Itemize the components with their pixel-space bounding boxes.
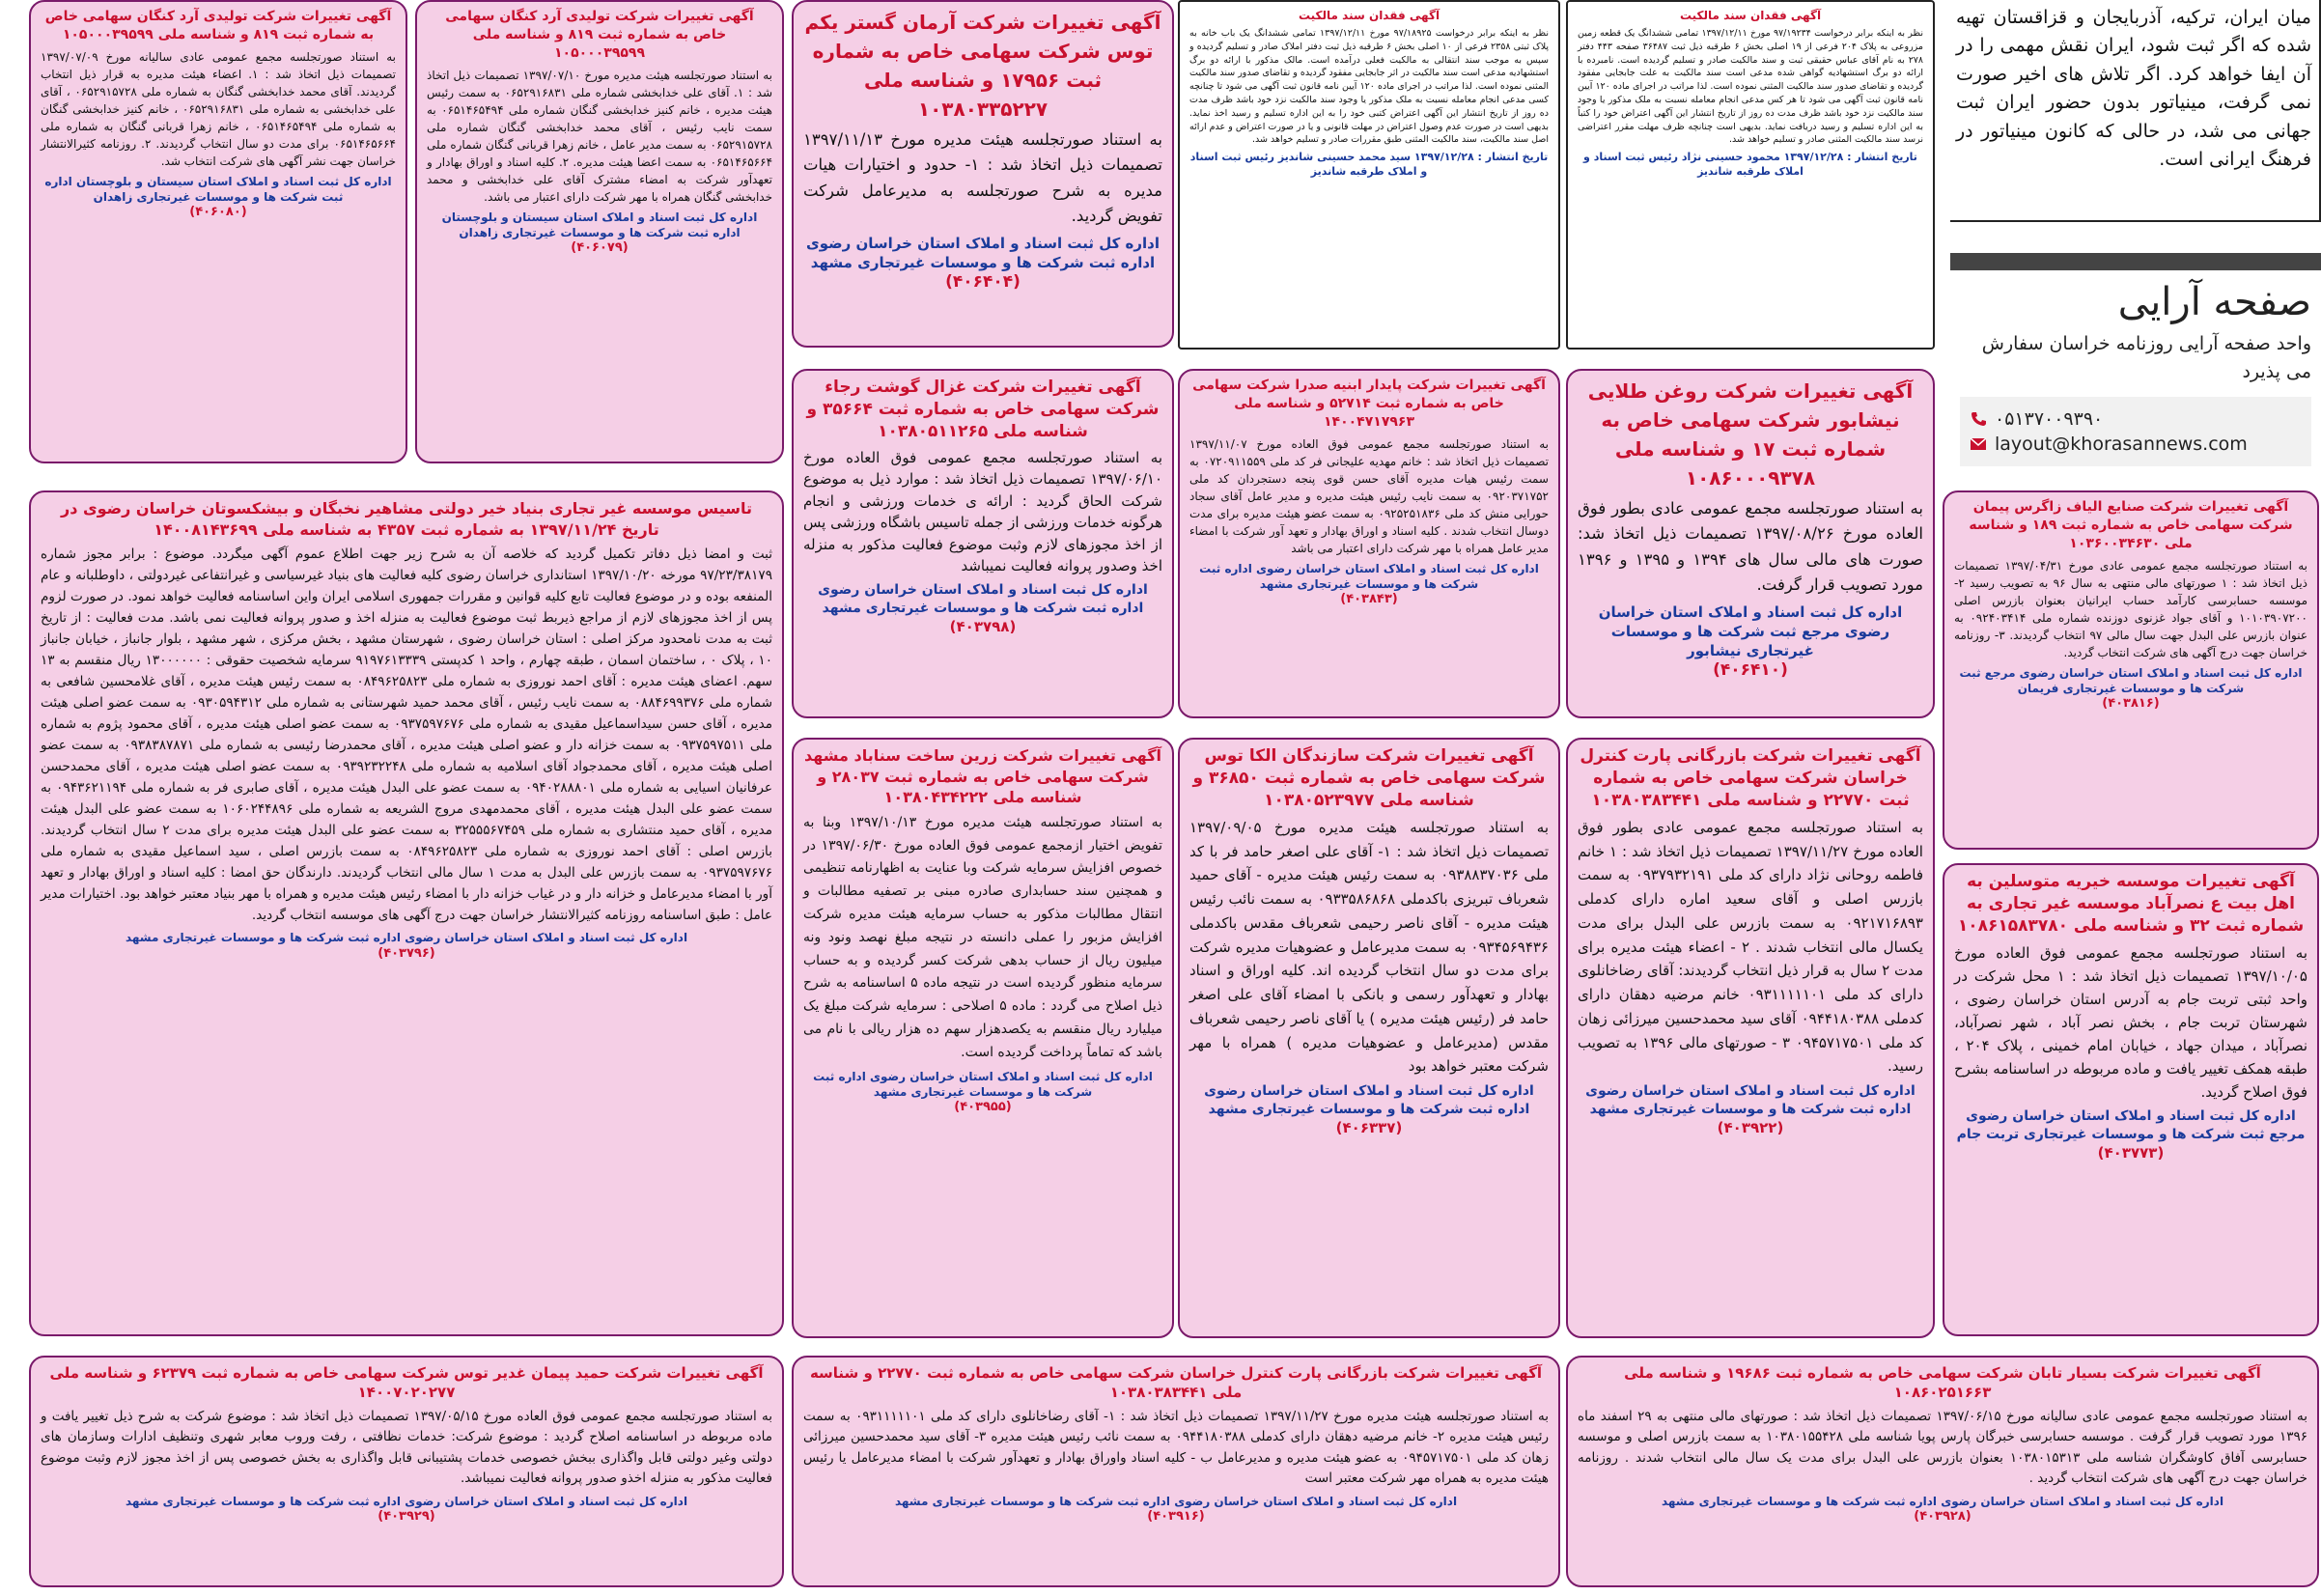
article-snippet: میان ایران، ترکیه، آذربایجان و قزاقستان تهیه شده که اگر ثبت شود، ایران نقش مهمی را در آن ایفا خواهد کرد. اگر تلاش های اخیر صورت نمی گرفت، مینیاتور بدون حضور ایران ثبت جهانی می شد، در حالی که کانون مینیاتور در فرهنگ ایرانی است. bbox=[1950, 0, 2321, 222]
ad-zarrin-sakht bbox=[792, 738, 1174, 1338]
ad-title: آگهی تغییرات شرکت غزال گوشت رجاء شرکت سهامی خاص به شماره ثبت ۳۵۶۶۴ و شناسه ملی ۱۰۳۸۰۵۱۱۲۶۵ bbox=[806, 378, 1160, 441]
email-row bbox=[1970, 434, 2302, 455]
ad-roghan-talaei bbox=[1566, 369, 1935, 718]
ad-besyar-taban bbox=[1566, 1356, 2319, 1587]
ad-title: آگهی تغییرات شرکت بسیار تابان شرکت سهامی خاص به شماره ثبت ۱۹۶۸۶ و شناسه ملی ۱۰۸۶۰۲۵۱۶۶۳ bbox=[1624, 1364, 2261, 1402]
ad-title: آگهی فقدان سند مالکیت bbox=[1298, 9, 1440, 22]
ad-footer: اداره کل ثبت اسناد و املاک استان خراسان رضوی اداره ثبت شرکت ها و موسسات غیرتجاری مشهد bbox=[818, 581, 1148, 616]
ad-title: آگهی تغییرات شرکت تولیدی آرد کنگان سهامی خاص به شماره ثبت ۸۱۹ و شناسه ملی ۱۰۵۰۰۰۳۹۵۹۹ bbox=[445, 9, 754, 61]
ad-body: به استناد صورتجلسه مجمع عمومی عادی سالیانه مورخ ۱۳۹۷/۰۷/۰۹ تصمیمات ذیل اتخاذ شد : ۱. اعضاء هیئت مدیره به قرار ذیل انتخاب گردیدند. آقای محمد خدابخشی گنگان به شماره ملی ۰۶۵۲۹۱۵۷۲۸ ، آقای علی خدابخشی به شماره ملی ۰۶۵۲۹۱۶۸۳۱ ، خانم کنیز خدابخشی گنگان به شماره ملی ۰۶۵۱۴۶۵۴۹۴ ، خانم زهرا قربانی گنگان به شماره ملی ۰۶۵۱۴۶۵۶۶۴ برای مدت دو سال انتخاب گردیدند. ۲. روزنامه کثیرالانتشار خراسان جهت نشر آگهی های شرکت انتخاب شد. bbox=[41, 49, 396, 168]
ad-footer: اداره کل ثبت اسناد و املاک استان سیستان و بلوچستان اداره ثبت شرکت ها و موسسات غیرتجاری زاهدان bbox=[441, 210, 758, 239]
ad-title: تاسیس موسسه غیر تجاری بنیاد خیر دولتی مشاهیر نخبگان و بیشکسوتان خراسان رضوی در تاریخ ۱۳۹۷/۱۱/۲۴ به شماره ثبت ۴۳۵۷ به شناسه ملی ۱۴۰۰۸۱۴۳۶۹۹ bbox=[60, 499, 752, 539]
ad-footer: تاریخ انتشار : ۱۳۹۷/۱۲/۲۸ سید محمد حسینی شاندیز رئیس ثبت اسناد و املاک طرقبه شاندیز bbox=[1189, 151, 1549, 178]
ad-title: آگهی تغییرات شرکت صنایع الیاف زاگرس پیمان شرکت سهامی خاص به شماره ثبت ۱۸۹ و شناسه ملی ۱۰۳۶۰۰۳۴۶۳۰ bbox=[1969, 499, 2293, 551]
ad-footer: اداره کل ثبت اسناد و املاک استان خراسان رضوی اداره ثبت شرکت ها و موسسات غیرتجاری مشهد bbox=[125, 931, 688, 945]
ad-title: آگهی تغییرات شرکت حمید پیمان غدیر توس شرکت سهامی خاص به شماره ثبت ۶۲۳۷۹ و شناسه ملی ۱۴۰۰۷۰۲۰۲۷۷ bbox=[49, 1364, 764, 1402]
phone-icon bbox=[1970, 411, 1987, 427]
email-address: layout@khorasannews.com bbox=[1995, 434, 2248, 455]
ad-code: (۴۰۶۳۳۷) bbox=[1335, 1118, 1403, 1136]
ad-alka-toos bbox=[1178, 738, 1560, 1338]
ad-lost-deed-2 bbox=[1566, 0, 1935, 350]
ad-footer: اداره کل ثبت اسناد و املاک استان خراسان رضوی مرجع ثبت شرکت ها و موسسات غیرتجاری فریمان bbox=[1959, 665, 2303, 695]
ad-body: به استناد صورتجلسه هیئت مدیره مورخ ۱۳۹۷/۱۱/۱۳ تصمیمات ذیل اتخاذ شد : ۱- حدود و اختیارات هیات مدیره به شرح صورتجلسه به مدیرعامل شرکت تفویض گردید. bbox=[803, 130, 1162, 226]
ad-body: به استناد صورتجلسه مجمع عمومی فوق العاده مورخ ۱۳۹۷/۰۵/۱۵ تصمیمات ذیل اتخاذ شد : موضوع شرکت به شرح ذیل تغییر یافت و ماده مربوطه در اساسنامه اصلاح گردید : موضوع شرکت: خدمات نظافتی ، رفت وروب معابر شهری وتنظیف ادارات وسازمان های دولتی وغیر دولتی قابل واگذاری ببخش خصوصی خدمات پشتیبانی قابل واگذاری به بخش خصوصی پس از اخذ مجوز لازم وثبت موضوع فعالیت مذکور به منزله اخذو صدور پروانه فعالیت نمیباشد. bbox=[41, 1408, 772, 1487]
contact-box bbox=[1960, 397, 2311, 466]
layout-box-subtitle: واحد صفحه آرایی روزنامه خراسان سفارش می پذیرد bbox=[1981, 333, 2311, 382]
ad-body: نظر به اینکه برابر درخواست ۹۷/۱۹۲۳۴ مورخ ۱۳۹۷/۱۲/۱۱ تمامی ششدانگ یک قطعه زمین مزروعی به پلاک ۲۰۴ فرعی از ۱۹ اصلی بخش ۶ طرقبه ذیل ثبت ۳۶۴۸۷ صفحه ۴۴۳ دفتر ۲۷۸ به نام آقای عباس حقیقی ثبت و سند مالکیت صادر و تسلیم گردیده است. نامبرده با ارائه دو برگ استشهادیه گواهی شده مدعی است سند مالکیت به علت جابجایی مفقود گردیده و تقاضای صدور سند مالکیت المثنی نموده است. لذا مراتب در اجرای ماده ۱۲۰ آیین نامه قانون ثبت آگهی می شود تا هر کس مدعی انجام معامله نسبت به ملک مذکور یا وجود سند مالکیت نزد خود باشد ظرف مدت ده روز از تاریخ انتشار این آگهی اعتراض خود را کتباً به این اداره تسلیم و رسید دریافت نماید. بدیهی است چنانچه ظرف مهلت مقرر اعتراضی نرسد سند مالکیت المثنی صادر و تسلیم خواهد شد. bbox=[1578, 28, 1924, 146]
ad-title: آگهی تغییرات شرکت سازندگان الکا توس شرکت سهامی خاص به شماره ثبت ۳۶۸۵۰ و شناسه ملی ۱۰۳۸۰۵۲۳۹۷۷ bbox=[1192, 746, 1546, 810]
ad-footer: اداره کل ثبت اسناد و املاک استان خراسان رضوی مرجع ثبت شرکت ها و موسسات غیرتجاری نیشابور bbox=[1598, 602, 1903, 660]
ad-body: به استناد صورتجلسه مجمع عمومی فوق العاده مورخ ۱۳۹۷/۱۱/۰۷ تصمیمات ذیل اتخاذ شد : خانم مهدیه علیجانی فر کد ملی ۰۷۲۰۹۱۱۵۵۹ به سمت رئیس هیات مدیره آقای حسن قوی پنجه دستجردان کد ملی ۰۹۲۰۳۷۱۷۵۲ به سمت نایب رئیس هیئت مدیره و مدیر عامل آقای سجاد حورایی منش کد ملی ۰۹۲۵۲۵۱۸۳۶ به سمت عضو هیئت مدیره برای مدت دوسال انتخاب شدند . کلیه اسناد و اوراق بهادار و تعهد آور شرکت با امضاء مدیر عامل همراه با مهر شرکت دارای اعتبار می باشد bbox=[1189, 436, 1549, 555]
ad-code: (۴۰۶۰۸۰) bbox=[189, 205, 247, 220]
ad-footer: اداره کل ثبت اسناد و املاک استان خراسان رضوی اداره ثبت شرکت ها و موسسات غیرتجاری مشهد bbox=[1199, 561, 1539, 591]
ad-motavaselin-charity bbox=[1943, 863, 2319, 1336]
ad-footer: اداره کل ثبت اسناد و املاک استان خراسان رضوی اداره ثبت شرکت ها و موسسات غیرتجاری مشهد bbox=[125, 1494, 688, 1508]
divider-bar bbox=[1950, 253, 2321, 270]
ad-body: به استناد صورتجلسه مجمع عمومی عادی بطور فوق العاده مورخ ۱۳۹۷/۱۱/۲۷ تصمیمات ذیل اتخاذ شد : ۱ خانم فاطمه روحانی نژاد دارای کد ملی ۰۹۳۷۹۳۲۱۹۱ به سمت بازرس اصلی و آقای سعید اماره دارای کدملی ۰۹۲۱۷۱۶۸۹۳ به سمت بازرس علی البدل برای مدت یکسال مالی انتخاب شدند . ۲ - اعضاء هیئت مدیره برای مدت ۲ سال به قرار ذیل انتخاب گردیدند: آقای رضاخانلوی دارای کد ملی ۰۹۳۱۱۱۱۱۰۱ خانم مرضیه دهقان دارای کدملی ۰۹۴۴۱۸۰۳۸۸ آقای سید محمدحسین میرزائی زهان کد ملی ۰۹۴۵۷۱۷۵۰۱ ۳ - صورتهای مالی ۱۳۹۶ به تصویب رسید. bbox=[1578, 818, 1924, 1076]
ad-code: (۴۰۳۹۲۸) bbox=[1914, 1509, 1971, 1525]
ad-title: آگهی تغییرات شرکت آرمان گستر یکم توس شرکت سهامی خاص به شماره ثبت ۱۷۹۵۶ و شناسه ملی ۱۰۳۸۰۳۳۵۲۲۷ bbox=[804, 11, 1161, 121]
ad-code: (۴۰۳۸۴۳) bbox=[1340, 592, 1398, 607]
ad-footer: اداره کل ثبت اسناد و املاک استان سیستان و بلوچستان اداره ثبت شرکت ها و موسسات غیرتجاری زاهدان bbox=[44, 174, 392, 204]
ad-title: آگهی تغییرات شرکت تولیدی آرد کنگان سهامی خاص به شماره ثبت ۸۱۹ و شناسه ملی ۱۰۵۰۰۰۳۹۵۹۹ bbox=[44, 9, 392, 42]
ad-body: به استناد صورتجلسه هیئت مدیره مورخ ۱۳۹۷/۱۰/۱۳ وبنا به تفویض اختیار ازمجمع عمومی فوق العاده مورخ ۱۳۹۷/۰۶/۳۰ در خصوص افزایش سرمایه شرکت وبا عنایت به اظهارنامه تنظیمی و همچنین سند حسابداری صادره مبنی بر تصفیه مطالبات و انتقال مطالبات مذکور به حساب سرمایه هیئت مدیره شرکت افزایش مزبور را عملی دانسته در نتیجه مبلغ نهصد ونود ونه میلیون ریال از حساب بدهی شرکت کسر گردیده و به حساب سرمایه منظور گردیده است در نتیجه ماده ۵ اساسنامه به شرح ذیل اصلاح می گردد : ماده ۵ اصلاحی : سرمایه شرکت مبلغ یک میلیارد ریال منقسم به یکصدهزار سهم ده هزار ریالی با نام می باشد که تماماً پرداخت گردیده است. bbox=[803, 814, 1163, 1060]
phone-number: ۰۵۱۳۷۰۰۹۳۹۰ bbox=[1995, 408, 2104, 430]
ad-ghazal-goosht bbox=[792, 369, 1174, 718]
ad-code: (۴۰۳۹۵۵) bbox=[954, 1099, 1012, 1114]
email-icon bbox=[1970, 436, 1987, 452]
ad-footer: اداره کل ثبت اسناد و املاک استان خراسان رضوی اداره ثبت شرکت ها و موسسات غیرتجاری مشهد bbox=[805, 234, 1160, 271]
ad-body: ثبت و امضا ذیل دفاتر تکمیل گردید که خلاصه آن به شرح زیر جهت اطلاع عموم آگهی میگردد. موضوع : برابر مجوز شماره ۹۷/۲۳/۳۸۱۷۹ مورخه ۱۳۹۷/۱۰/۲۰ استانداری خراسان رضوی کلیه فعالیت های بنیاد غیرسیاسی و غیرانتفاعی غیردولتی ، داوطلبانه و عام المنفعه بوده و در موضوع فعالیت تابع کلیه قوانین و مقررات جمهوری اسلامی ایران واین اساسنامه فعالیت خواهد نمود. در صورت لزوم پس از اخذ مجوزهای لازم از مراجع ذیربط ثبت موضوع فعالیت به منزله اخذ و صدور پروانه فعالیت نمی باشد. مدت فعالیت : از تاریخ ثبت به مدت نامحدود مرکز اصلی : استان خراسان رضوی ، شهرستان مشهد ، بخش مرکزی ، شهر مشهد ، بلوار جانباز ، خیابان جانباز ۱۰ ، پلاک ۰ ، ساختمان اسمان ، طبقه چهارم ، واحد ۱ کدپستی ۹۱۹۷۶۱۳۳۳۹ سرمایه شخصیت حقوقی : ۱۳۰۰۰۰۰۰ ریال منقسم به ۱۳ سهم. اعضای هیئت مدیره : آقای احمد نوروزی به شماره ملی ۰۸۴۹۶۲۵۸۲۳ به سمت رئیس هیئت مدیره ، آقای غلامحسین شافعی به شماره ملی ۰۸۸۴۶۹۹۳۷۶ به سمت نایب رئیس ، آقای محمد حمید شهرستانی به شماره ملی ۰۹۳۰۵۹۴۳۱۲ به سمت عضو اصلی هیئت مدیره ، آقای حسن سیداسماعیل مقیدی به شماره ملی ۰۹۳۷۵۹۷۶۷۶ به سمت عضو اصلی هیئت مدیره ، آقای محمود پژوم به شماره ملی ۰۹۳۷۵۹۷۵۱۱ به سمت خزانه دار و عضو اصلی هیئت مدیره ، آقای محمدرضا رئیسی به شماره ملی ۰۹۳۸۳۸۷۸۷۱ به سمت عضو اصلی هیئت مدیره ، آقای محمدجواد آقای اسلامیه به شماره ملی ۰۹۳۹۲۳۲۲۴۸ به سمت عضو اصلی هیئت مدیره ، آقای محمدحسن عرفانیان اسیایی به شماره ملی ۰۹۴۰۲۸۸۸۰۱ به سمت عضو علی البدل هیئت مدیره ، آقای صابری فر به شماره ملی ۰۹۴۳۶۲۱۱۹۴ به سمت عضو علی البدل هیئت مدیره ، آقای محمدمهدی مروج الشریعه به شماره ملی ۱۰۶۰۲۴۴۸۹۶ به سمت عضو علی البدل هیئت مدیره ، آقای حمید منتشاری به شماره ملی ۳۲۵۵۵۶۷۴۵۹ به سمت عضو علی البدل هیئت مدیره برای مدت ۲ سال انتخاب گردیدند. بازرس اصلی : آقای احمد نوروزی به شماره ملی ۰۸۴۹۶۲۵۸۲۳ به سمت بازرس اصلی ، سید اسماعیل مقیدی به شماره ملی ۰۹۳۷۵۹۷۶۷۶ به سمت بازرس علی البدل به مدت ۱ سال مالی انتخاب گردیدند. دارندگان حق امضا : کلیه اسناد و اوراق بهادار و تعهد آور با امضاء مدیرعامل و خزانه دار و در غیاب خزانه دار با امضاء رئیس هیئت مدیره و همراه با مهر بنیاد معتبر خواهد بود. اختیارات مدیر عامل : طبق اساسنامه روزنامه کثیرالانتشار خراسان جهت درج آگهی های موسسه انتخاب گردید. bbox=[41, 546, 773, 924]
ad-code: (۴۰۳۷۷۳) bbox=[2097, 1143, 2165, 1162]
ad-title: آگهی تغییرات شرکت زرین ساخت سناباد مشهد شرکت سهامی خاص به شماره ثبت ۲۸۰۳۷ و شناسه ملی ۱۰۳۸۰۴۳۴۲۲۲ bbox=[803, 746, 1162, 807]
ad-hamid-peyman bbox=[29, 1356, 784, 1587]
ad-footer: اداره کل ثبت اسناد و املاک استان خراسان رضوی اداره ثبت شرکت ها و موسسات غیرتجاری مشهد bbox=[813, 1069, 1153, 1099]
ad-lost-deed-1 bbox=[1178, 0, 1560, 350]
ad-elite-foundation bbox=[29, 490, 784, 1336]
ad-body: به استناد صورتجلسه مجمع عمومی عادی بطور فوق العاده مورخ ۱۳۹۷/۰۸/۲۶ تصمیمات ذیل اتخاذ شد: صورت های مالی سال های ۱۳۹۴ و ۱۳۹۵ و ۱۳۹۶ مورد تصویب قرار گرفت. bbox=[1578, 499, 1924, 595]
ad-body: به استناد صورتجلسه مجمع عمومی فوق العاده مورخ ۱۳۹۷/۰۶/۱۰ تصمیمات ذیل اتخاذ شد : موارد ذیل به موضوع شرکت الحاق گردید : ارائه ی خدمات ورزشی و انجام هرگونه خدمات ورزشی از جمله تاسیس باشگاه ورزشی پس از اخذ مجوزهای لازم وثبت موضوع فعالیت مذکور به منزله اخذ وصدور پروانه فعالیت نمیباشد bbox=[803, 448, 1162, 575]
ad-code: (۴۰۳۷۹۸) bbox=[949, 617, 1017, 635]
ad-title: آگهی تغییرات شرکت بازرگانی پارت کنترل خراسان شرکت سهامی خاص به شماره ثبت ۲۲۷۷۰ و شناسه ملی ۱۰۳۸۰۳۸۳۴۴۱ bbox=[809, 1364, 1543, 1402]
ad-footer: اداره کل ثبت اسناد و املاک استان خراسان رضوی اداره ثبت شرکت ها و موسسات غیرتجاری مشهد bbox=[894, 1494, 1458, 1508]
ad-title: آگهی تغییرات موسسه خیریه متوسلین به اهل بیت ع نصرآباد موسسه غیر تجاری به شماره ثبت ۳۲ و شناسه ملی ۱۰۸۶۱۵۸۳۷۸۰ bbox=[1957, 872, 2305, 936]
ad-code: (۴۰۶۴۰۴) bbox=[945, 272, 1021, 293]
ad-code: (۴۰۳۹۱۶) bbox=[1147, 1509, 1205, 1525]
ad-part-control-2 bbox=[792, 1356, 1560, 1587]
ad-code: (۴۰۶۰۷۹) bbox=[571, 240, 629, 256]
ad-zagros-peyman bbox=[1943, 490, 2319, 850]
ad-body: به استناد صورتجلسه هیئت مدیره مورخ ۱۳۹۷/۱۱/۲۷ تصمیمات ذیل اتخاذ شد : ۱- آقای رضاخانلوی دارای کد ملی ۰۹۳۱۱۱۱۱۰۱ به سمت رئیس هیئت مدیره ۲- خانم مرضیه دهقان دارای کدملی ۰۹۴۴۱۸۰۳۸۸ به سمت نائب رئیس هیئت مدیره ۳- آقای سید محمدحسین میرزائی زهان کد ملی ۰۹۴۵۷۱۷۵۰۱ به عضو هیئت مدیره و مدیرعامل ب - کلیه اسناد واوراق بهادار و تعهدآور شرکت با امضاء مدیرعامل یا رئیس هیئت مدیره به همراه مهر شرکت معتبر است bbox=[803, 1408, 1549, 1487]
ad-body: نظر به اینکه برابر درخواست ۹۷/۱۸۹۲۵ مورخ ۱۳۹۷/۱۲/۱۱ تمامی ششدانگ یک باب خانه به پلاک ثبتی ۲۳۵۸ فرعی از ۱۰ اصلی بخش ۶ طرقبه ذیل ثبت دفتر املاک صادر و تسلیم گردیده و سپس به موجب سند انتقالی به مالکیت فعلی درآمده است. مالک مذکور با ارائه دو برگ استشهادیه مدعی است سند مالکیت در اثر جابجایی مفقود گردیده و تقاضای صدور سند مالکیت المثنی نموده است. لذا مراتب در اجرای ماده ۱۲۰ آیین نامه قانون ثبت آگهی می شود تا چنانچه کسی مدعی انجام معامله نسبت به ملک مذکور یا وجود سند مالکیت نزد خود باشد ظرف مدت ده روز از تاریخ انتشار این آگهی اعتراض کتبی خود را به این اداره تسلیم و رسید اخذ نماید. بدیهی است در صورت عدم وصول اعتراض در مهلت قانونی و یا در صورت اعتراض و عدم ارائه اصل سند مالکیت، سند مالکیت المثنی طبق مقررات صادر و تسلیم خواهد شد. bbox=[1189, 28, 1550, 146]
ad-part-control-1 bbox=[1566, 738, 1935, 1338]
ad-code: (۴۰۳۹۲۹) bbox=[378, 1509, 435, 1525]
ad-code: (۴۰۳۸۱۶) bbox=[2102, 696, 2160, 712]
ad-footer: اداره کل ثبت اسناد و املاک استان خراسان رضوی اداره ثبت شرکت ها و موسسات غیرتجاری مشهد bbox=[1204, 1083, 1534, 1117]
ad-paydar-abnieh bbox=[1178, 369, 1560, 718]
ad-footer: اداره کل ثبت اسناد و املاک استان خراسان رضوی اداره ثبت شرکت ها و موسسات غیرتجاری مشهد bbox=[1585, 1083, 1916, 1117]
ad-code: (۴۰۳۹۲۲) bbox=[1717, 1118, 1784, 1136]
ad-ard-kangan-1 bbox=[29, 0, 407, 463]
ad-body: به استناد صورتجلسه مجمع عمومی فوق العاده مورخ ۱۳۹۷/۱۰/۰۵ تصمیمات ذیل اتخاذ شد : ۱ محل شرکت در واحد ثبتی تربت جام به آدرس استان خراسان رضوی ، شهرستان تربت جام ، بخش نصر آباد ، شهر نصرآباد، نصرآباد ، میدان جهاد ، خیابان امام خمینی ، پلاک ۲۰۴ ، طبقه همکف تغییر یافت و ماده مربوطه در اساسنامه بشرح فوق اصلاح گردید. bbox=[1954, 943, 2307, 1101]
phone-row bbox=[1970, 408, 2302, 430]
layout-service-box bbox=[1950, 253, 2321, 465]
ad-body: به استناد صورتجلسه مجمع عمومی عادی مورخ ۱۳۹۷/۰۴/۳۱ تصمیمات ذیل اتخاذ شد : ۱ صورتهای مالی منتهی به سال ۹۶ به تصویب رسید ۲- موسسه حسابرسی کارآمد حساب ایرانیان بعنوان بازرس اصلی ۱۰۱۰۳۹۰۷۲۰۰ و آقای جواد غزنوی دوزنده شماره ملی ۰۹۲۴۰۳۴۱۴ به عنوان بازرس علی البدل جهت سال مالی ۹۷ انتخاب گردیدند. ۳- روزنامه خراسان جهت درج آگهی های شرکت انتخاب گردید. bbox=[1954, 558, 2307, 659]
ad-body: به استناد صورتجلسه مجمع عمومی عادی سالیانه مورخ ۱۳۹۷/۰۶/۱۵ تصمیمات ذیل اتخاذ شد : صورتهای مالی منتهی به ۲۹ اسفند ماه ۱۳۹۶ مورد تصویب قرار گرفت . موسسه حسابرسی خبرگان پارس پویا شناسه ملی ۱۰۳۸۰۱۵۵۴۲۸ به سمت بازرس اصلی و موسسه حسابرسی آفاق کاوشگران شناسه ملی ۱۰۳۸۰۱۵۳۱۳ بعنوان بازرس علی البدل برای مدت یک سال مالی انتخاب شدند . روزنامه خراسان جهت درج آگهی های شرکت انتخاب گردید . bbox=[1578, 1408, 2307, 1487]
ad-body: به استناد صورتجلسه هیئت مدیره مورخ ۱۳۹۷/۰۹/۰۵ تصمیمات ذیل اتخاذ شد : ۱- آقای علی اصغر حامد فر با کد ملی ۰۹۳۸۸۳۷۰۳۶ به سمت رئیس هیئت مدیره - آقای حمید شعرباف تبریزی باکدملی ۰۹۳۳۵۸۶۸۶۸ به سمت نائب رئیس هیئت مدیره - آقای ناصر رحیمی شعرباف مقدس باکدملی ۰۹۳۴۵۶۹۴۳۶ به سمت مدیرعامل و عضوهیات مدیره شرکت برای مدت دو سال انتخاب گردیده اند. کلیه اوراق و اسناد بهادار و تعهدآور رسمی و بانکی با امضاء آقای علی اصغر حامد فر (رئیس هیئت مدیره ) یا آقای ناصر رحیمی شعرباف مقدس (مدیرعامل و عضوهیات مدیره ) همراه با مهر شرکت معتبر خواهد بود bbox=[1189, 818, 1550, 1076]
ad-footer: اداره کل ثبت اسناد و املاک استان خراسان رضوی اداره ثبت شرکت ها و موسسات غیرتجاری مشهد bbox=[1661, 1494, 2224, 1508]
ad-arman-gostar bbox=[792, 0, 1174, 348]
ad-title: آگهی تغییرات شرکت روغن طلایی نیشابور شرکت سهامی خاص به شماره ثبت ۱۷ و شناسه ملی ۱۰۸۶۰۰۰۹۳۷۸ bbox=[1587, 379, 1914, 490]
layout-box-title: صفحه آرایی bbox=[2117, 280, 2311, 324]
ad-code: (۴۰۶۴۱۰) bbox=[1713, 660, 1788, 681]
ad-title: آگهی تغییرات شرکت پایدار ابنیه صدرا شرکت سهامی خاص به شماره ثبت ۵۲۷۱۴ و شناسه ملی ۱۴۰۰۴۷۱۷۹۶۳ bbox=[1192, 378, 1546, 430]
ad-code: (۴۰۳۷۹۶) bbox=[378, 945, 435, 961]
ad-footer: اداره کل ثبت اسناد و املاک استان خراسان رضوی مرجع ثبت شرکت ها و موسسات غیرتجاری تربت جام bbox=[1956, 1107, 2306, 1142]
ad-footer: تاریخ انتشار : ۱۳۹۷/۱۲/۲۸ محمود حسینی نژاد رئیس ثبت اسناد و املاک طرقبه شاندیز bbox=[1583, 151, 1917, 178]
ad-body: به استناد صورتجلسه هیئت مدیره مورخ ۱۳۹۷/۰۷/۱۰ تصمیمات ذیل اتخاذ شد : ۱. آقای علی خدابخشی شماره ملی ۰۶۵۲۹۱۶۸۳۱ به سمت رئیس هیئت مدیره ، خانم کنیز خدابخشی گنگان شماره ملی ۰۶۵۱۴۶۵۴۹۴ به سمت نایب رئیس ، آقای محمد خدابخشی گنگان شماره ملی ۰۶۵۲۹۱۵۷۲۸ به سمت مدیر عامل ، خانم زهرا قربانی گنگان شماره ملی ۰۶۵۱۴۶۵۶۶۴ به سمت اعضا هیئت مدیره. ۲. کلیه اسناد و اوراق بهادار و تعهدآور شرکت به امضاء مشترک آقای علی خدابخشی و محمد خدابخشی گنگان همراه با مهر شرکت دارای اعتبار می باشد. bbox=[427, 68, 773, 204]
ad-title: آگهی فقدان سند مالکیت bbox=[1679, 9, 1822, 22]
ad-ard-kangan-2 bbox=[415, 0, 784, 463]
ad-title: آگهی تغییرات شرکت بازرگانی پارت کنترل خراسان شرکت سهامی خاص به شماره ثبت ۲۲۷۷۰ و شناسه ملی ۱۰۳۸۰۳۸۳۴۴۱ bbox=[1580, 746, 1921, 810]
